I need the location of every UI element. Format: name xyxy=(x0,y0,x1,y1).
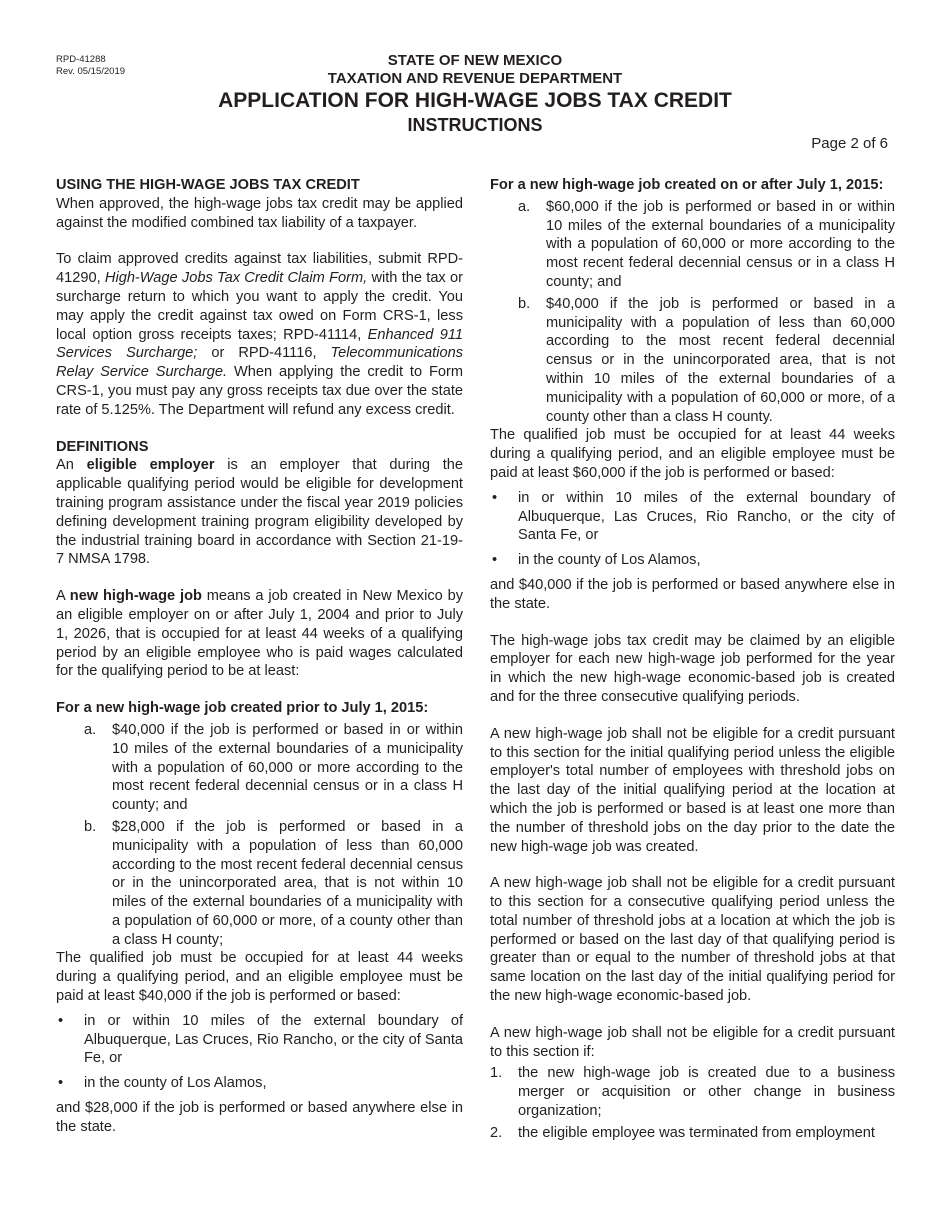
list-item: • in the county of Los Alamos, xyxy=(58,1075,267,1092)
list-item: 1. the new high-wage job is created due to a business merger or acquisition or other change in business organization; xyxy=(490,1065,895,1120)
definition-eligible-employer: An eligible employer is an employer that during the applicable qualifying period would be eligible for development training program assistance under the fiscal year 2019 policies defining development training program eligibility developed by the industrial training board in accordance with Section 21-19-7 NMSA 1798. xyxy=(56,457,463,568)
paragraph-using: When approved, the high-wage jobs tax credit may be applied against the modified combined tax liability of a taxpayer. xyxy=(56,195,463,231)
paragraph-qualified-left: The qualified job must be occupied for at least 44 weeks during a qualifying period, and an eligible employee must be paid at least $40,000 if the job is performed or based: xyxy=(56,950,463,1005)
state-name: STATE OF NEW MEXICO xyxy=(387,52,563,69)
list-prior-2015 xyxy=(56,721,463,950)
list-item: 2. the eligible employee was terminated from employment xyxy=(490,1124,875,1141)
list-after-2015 xyxy=(490,198,895,427)
form-number: RPD-41288 xyxy=(56,54,106,65)
paragraph-consecutive-period: A new high-wage job shall not be eligible for a credit pursuant to this section for a consecutive qualifying period unless the total number of threshold jobs at a location at which the job is performed or based on the last day of that qualifying period is greater than or equal to the number of threshold jobs at that same location on the last day of the initial qualifying period for the new high-wage economic-based job. xyxy=(490,875,895,1005)
subheading-after-2015: For a new high-wage job created on or after July 1, 2015: xyxy=(490,177,884,193)
document-title: APPLICATION FOR HIGH-WAGE JOBS TAX CREDIT xyxy=(218,89,732,112)
paragraph-credit-claimed: The high-wage jobs tax credit may be claimed by an eligible employer for each new high-wage job performed for the year in which the new high-wage economic-based job is created and for the three consecutive qualifying periods. xyxy=(490,632,895,705)
list-item: • in or within 10 miles of the external boundary of Albuquerque, Las Cruces, Rio Rancho, or the city of Santa Fe, or xyxy=(492,489,895,544)
section-heading-using: USING THE HIGH-WAGE JOBS TAX CREDIT xyxy=(56,177,360,193)
surcharge-title-911: Enhanced 911 Services Surcharge; xyxy=(56,326,463,362)
paragraph-not-eligible-if: A new high-wage job shall not be eligible for a credit pursuant to this section if: xyxy=(490,1024,895,1060)
document-header xyxy=(0,52,950,136)
list-item: • in or within 10 miles of the external boundary of Albuquerque, Las Cruces, Rio Rancho, or the city of Santa Fe, or xyxy=(58,1012,463,1067)
form-revision: Rev. 05/15/2019 xyxy=(56,66,126,77)
subheading-prior-2015: For a new high-wage job created prior to July 1, 2015: xyxy=(56,700,429,717)
page-number: Page 2 of 6 xyxy=(811,135,888,152)
section-heading-definitions: DEFINITIONS xyxy=(56,438,149,455)
document-subtitle: INSTRUCTIONS xyxy=(407,115,543,135)
paragraph-claim: To claim approved credits against tax liabilities, submit RPD-41290, High-Wage Jobs Tax Credit Claim Form, with the tax or surcharge return to which you want to apply the credit. You may apply the credit against tax owed on Form CRS-1, less local option gross receipts taxes; RPD-41114, Enhanced 911 Services Surcharge; or RPD-41116, Telecommunications Relay Service Surcharge. When applying the credit to Form CRS-1, you must pay any gross receipts tax due over the state rate of 5.125%. The Department will refund any excess credit. xyxy=(56,251,463,418)
list-item: a. $40,000 if the job is performed or based in or within 10 miles of the external boundaries of a municipality with a population of 60,000 or more according to the most recent federal decennial census or in a class H county; and xyxy=(84,721,463,814)
definition-new-high-wage-job: A new high-wage job means a job created in New Mexico by an eligible employer on or after July 1, 2004 and prior to July 1, 2026, that is occupied for at least 44 weeks of a qualifying period by an eligible employee who is paid wages calculated for the qualifying period to be at least: xyxy=(56,588,463,680)
paragraph-initial-period: A new high-wage job shall not be eligible for a credit pursuant to this section for the initial qualifying period unless the eligible employer's total number of employees with threshold jobs on the last day of the initial qualifying period at the location at which the job is performed or based is at least one more than the number of threshold jobs on the day prior to the date the new high-wage job was created. xyxy=(490,725,895,855)
left-column xyxy=(56,176,463,1137)
list-not-eligible xyxy=(490,1064,895,1142)
claim-form-title: High-Wage Jobs Tax Credit Claim Form, xyxy=(104,270,368,287)
bullet-list-right xyxy=(490,489,895,570)
department-name: TAXATION AND REVENUE DEPARTMENT xyxy=(327,70,623,87)
term-eligible-employer: eligible employer xyxy=(86,457,215,474)
paragraph-closing-right: and $40,000 if the job is performed or based anywhere else in the state. xyxy=(490,576,895,612)
list-item: b. $28,000 if the job is performed or based in a municipality with a population of less than 60,000 according to the most recent federal decennial census or in the unincorporated area, that is not within 10 miles of the external boundaries of a municipality with a population of 60,000 or more, of a county other than a class H county; xyxy=(84,818,463,948)
paragraph-qualified-right: The qualified job must be occupied for at least 44 weeks during a qualifying period, and an eligible employee must be paid at least $60,000 if the job is performed or based: xyxy=(490,427,895,481)
list-item: b. $40,000 if the job is performed or based in a municipality with a population of less than 60,000 according to the most recent federal decennial census or in the unincorporated area, that is not within 10 miles of the external boundaries of a municipality with a population of 60,000 or more, of a county other than a class H county. xyxy=(518,295,895,425)
list-item: a. $60,000 if the job is performed or based in or within 10 miles of the external boundaries of a municipality with a population of 60,000 or more according to the most recent federal decennial census or in a class H county; and xyxy=(518,198,895,290)
list-item: • in the county of Los Alamos, xyxy=(492,552,701,569)
term-new-high-wage-job: new high-wage job xyxy=(69,588,202,605)
paragraph-closing-left: and $28,000 if the job is performed or based anywhere else in the state. xyxy=(56,1100,463,1135)
surcharge-title-relay: Telecommunications Relay Service Surcharge. xyxy=(56,345,463,381)
right-column xyxy=(490,176,895,1143)
bullet-list-left xyxy=(56,1012,463,1093)
